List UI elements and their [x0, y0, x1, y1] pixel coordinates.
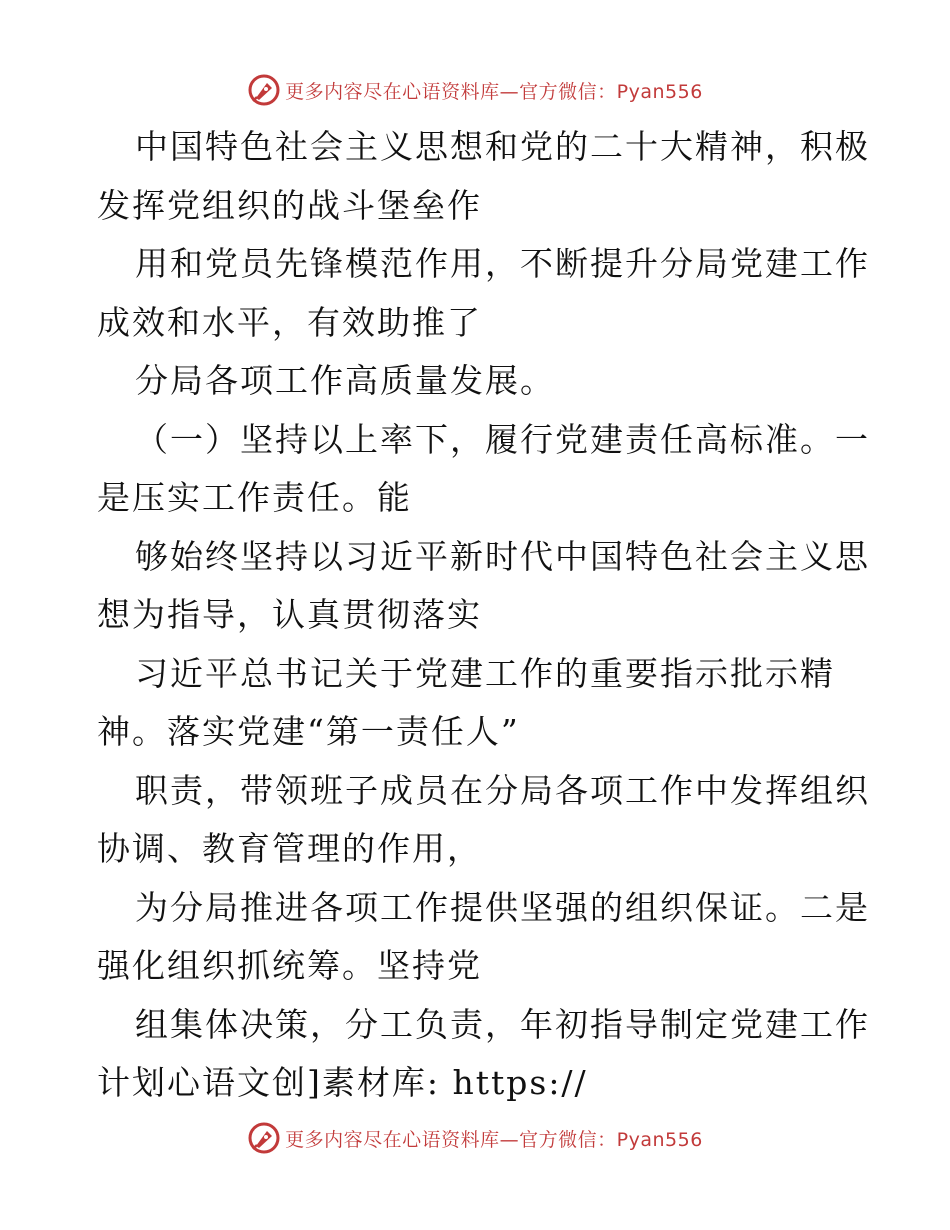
text-line: 神。落实党建“第一责任人” — [97, 712, 520, 751]
pen-nib-logo-icon — [247, 1121, 281, 1155]
header-watermark-text: 更多内容尽在心语资料库—官方微信：Pyan556 — [285, 80, 703, 103]
footer-watermark-text: 更多内容尽在心语资料库—官方微信：Pyan556 — [285, 1128, 703, 1151]
text-line: 发挥党组织的战斗堡垒作 — [97, 185, 482, 225]
text-line: 组集体决策，分工负责，年初指导制定党建工作 — [135, 1004, 870, 1044]
text-line: 为分局推进各项工作提供坚强的组织保证。二是 — [135, 887, 870, 927]
text-line: 用和党员先锋模范作用，不断提升分局党建工作 — [135, 244, 870, 283]
text-line: 中国特色社会主义思想和党的二十大精神，积极 — [135, 127, 870, 166]
text-line: 分局各项工作高质量发展。 — [135, 361, 555, 400]
footer-watermark — [0, 1118, 950, 1158]
text-line: 是压实工作责任。能 — [97, 478, 412, 517]
text-line: 计划心语文创]素材库: https:// — [97, 1063, 588, 1102]
pen-nib-logo-icon — [247, 73, 281, 107]
text-line: 成效和水平，有效助推了 — [97, 302, 482, 342]
text-line: 协调、教育管理的作用， — [97, 829, 482, 868]
document-body — [97, 118, 870, 1113]
text-line: 够始终坚持以习近平新时代中国特色社会主义思 — [135, 536, 870, 576]
header-watermark — [0, 70, 950, 110]
text-line: （一）坚持以上率下，履行党建责任高标准。一 — [135, 419, 870, 459]
text-line: 习近平总书记关于党建工作的重要指示批示精 — [135, 653, 835, 693]
text-line: 职责，带领班子成员在分局各项工作中发挥组织 — [135, 770, 870, 810]
text-line: 想为指导，认真贯彻落实 — [97, 595, 482, 634]
text-line: 强化组织抓统筹。坚持党 — [97, 946, 482, 985]
